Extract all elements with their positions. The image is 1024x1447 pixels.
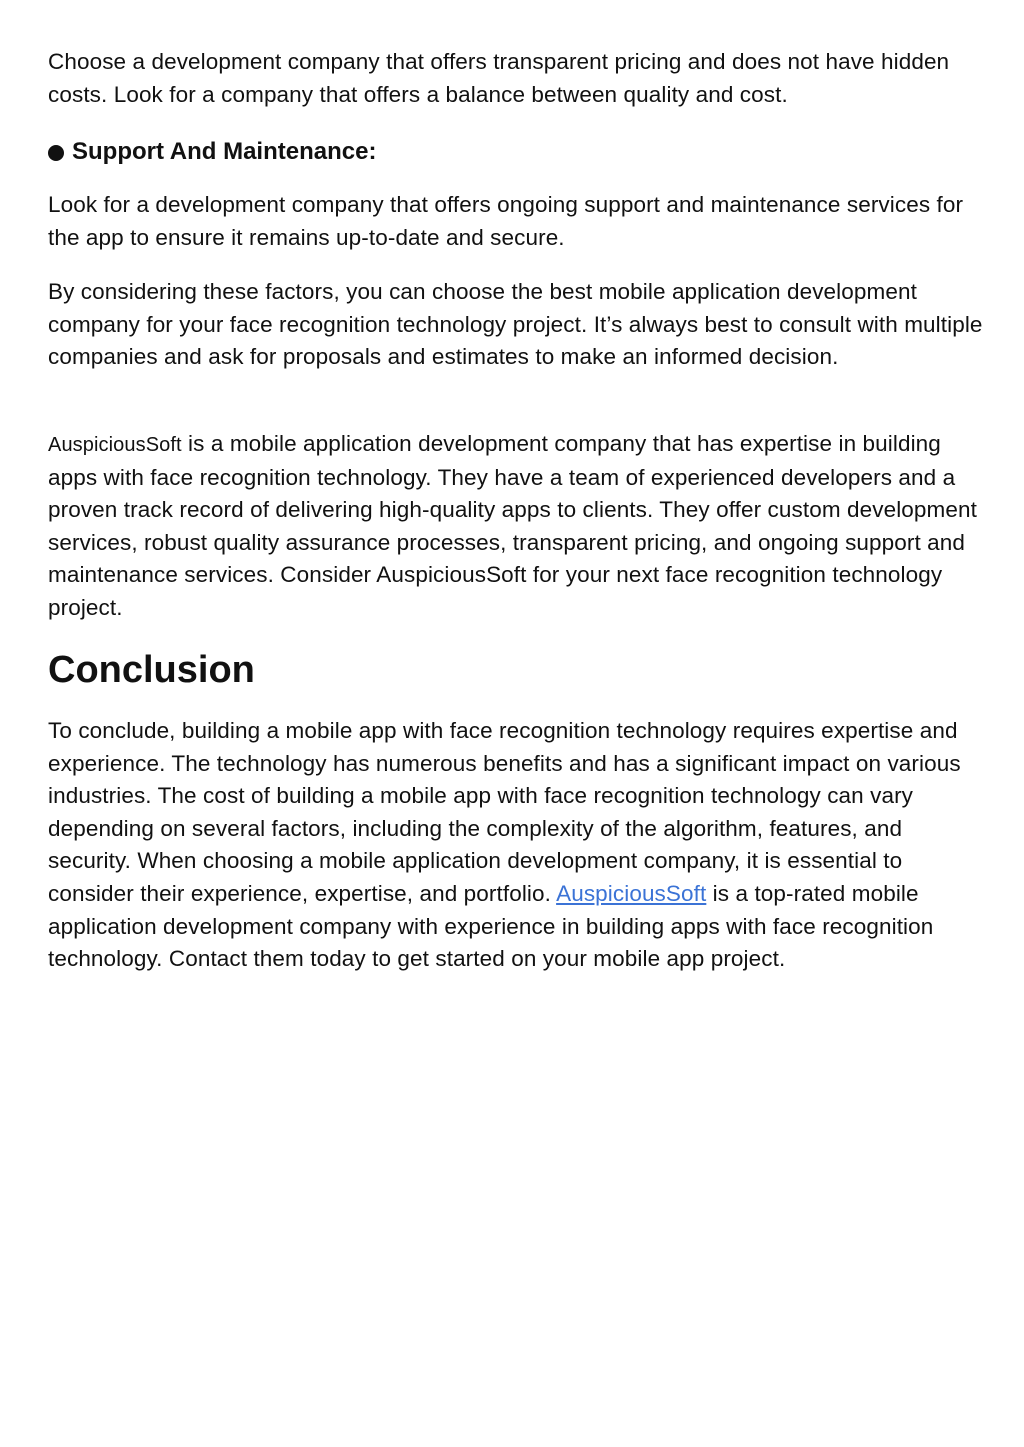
conclusion-paragraph	[48, 715, 983, 976]
considering-paragraph: By considering these factors, you can choose the best mobile application development company for your face recognition technology project. It’s always best to consult with multiple companies and ask for proposals and estimates to make an informed decision.	[48, 279, 983, 370]
pricing-paragraph: Choose a development company that offers transparent pricing and does not have hidden costs. Look for a company that offers a balance between quality and cost.	[48, 49, 950, 107]
support-heading-text: Support And Maintenance:	[72, 138, 377, 165]
auspicious-paragraph	[48, 428, 983, 625]
conclusion-text-after-link: is a top-rated mobile application development company with experience in building apps with face recognition technology. Contact them today to get started on your mobile app project.	[48, 880, 934, 972]
bullet-dot-icon	[48, 145, 64, 161]
support-paragraph: Look for a development company that offers ongoing support and maintenance services for the app to ensure it remains up-to-date and secure.	[48, 192, 964, 250]
auspicious-brand-name: AuspiciousSoft	[48, 434, 182, 456]
auspicious-paragraph-text: is a mobile application development company that has expertise in building apps with face recognition technology. They have a team of experienced developers and a proven track record of delivering high-quality apps to clients. They offer custom development services, robust quality assurance processes, transparent pricing, and ongoing support and maintenance services. Consider AuspiciousSoft for your next face recognition technology project.	[48, 431, 977, 620]
conclusion-heading: Conclusion	[48, 649, 255, 691]
conclusion-text-before-link: To conclude, building a mobile app with face recognition technology requires expertise and experience. The technology has numerous benefits and has a significant impact on various industries. The cost of building a mobile app with face recognition technology can vary depending on several factors, including the complexity of the algorithm, features, and security. When choosing a mobile application development company, it is essential to consider their experience, expertise, and portfolio.	[48, 718, 961, 906]
support-maintenance-heading	[48, 135, 983, 169]
auspicioussoft-link[interactable]: AuspiciousSoft	[556, 880, 707, 906]
